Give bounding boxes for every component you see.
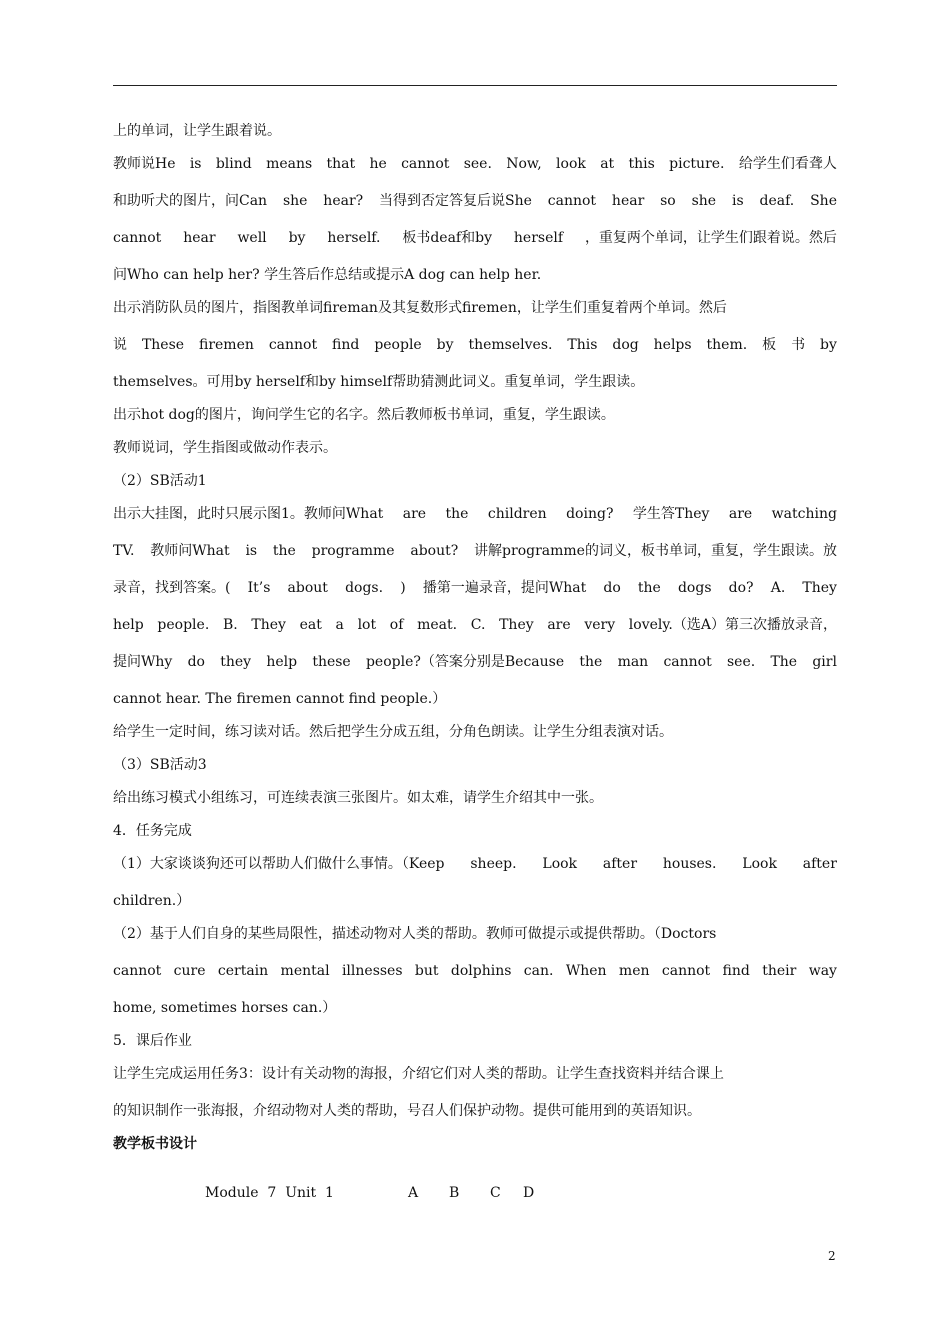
text-line: 出示大挂图，此时只展示图1。教师问What are the children doing? 学生答They are watching <box>113 506 837 522</box>
text-line: 教师说词，学生指图或做动作表示。 <box>113 440 337 456</box>
board-design <box>205 1184 534 1202</box>
section-heading: 4．任务完成 <box>113 823 192 839</box>
text-line: 出示消防队员的图片，指图教单词fireman及其复数形式firemen，让学生们重复着两个单词。然后 <box>113 300 727 316</box>
text-line: help people. B. They eat a lot of meat. C. They are very lovely.（选A）第三次播放录音， <box>113 617 837 633</box>
board-option: B <box>449 1185 460 1201</box>
section-heading: （2）SB活动1 <box>113 473 207 489</box>
board-option: C <box>490 1185 501 1201</box>
text-line: （2）基于人们自身的某些局限性，描述动物对人类的帮助。教师可做提示或提供帮助。（Doctors <box>113 926 717 942</box>
text-line: children.） <box>113 893 191 909</box>
text-line: 的知识制作一张海报，介绍动物对人类的帮助，号召人们保护动物。提供可能用到的英语知识。 <box>113 1103 701 1119</box>
section-heading: 5．课后作业 <box>113 1033 192 1049</box>
text-line: 教师说He is blind means that he cannot see. Now, look at this picture. 给学生们看聋人 <box>113 156 837 172</box>
text-line: cannot hear well by herself. 板书deaf和by herself ，重复两个单词，让学生们跟着说。然后 <box>113 230 837 246</box>
text-line: 让学生完成运用任务3：设计有关动物的海报，介绍它们对人类的帮助。让学生查找资料并结合课上 <box>113 1066 724 1082</box>
section-heading: （3）SB活动3 <box>113 757 207 773</box>
text-line: 和助听犬的图片，问Can she hear? 当得到否定答复后说She cannot hear so she is deaf. She <box>113 193 837 209</box>
text-line: cannot cure certain mental illnesses but dolphins can. When men cannot find their way <box>113 963 837 979</box>
text-line: 说 These firemen cannot find people by themselves. This dog helps them. 板 书 by <box>113 337 837 353</box>
board-option: D <box>523 1185 535 1201</box>
text-line: cannot hear. The firemen cannot find people.） <box>113 691 447 707</box>
lesson-body <box>113 122 837 1168</box>
text-line: 提问Why do they help these people?（答案分别是Because the man cannot see. The girl <box>113 654 837 670</box>
text-line: （1）大家谈谈狗还可以帮助人们做什么事情。（Keep sheep. Look after houses. Look after <box>113 856 837 872</box>
header-rule <box>113 85 837 86</box>
board-design-heading: 教学板书设计 <box>113 1136 197 1152</box>
text-line: 上的单词，让学生跟着说。 <box>113 123 281 139</box>
text-line: 给出练习模式小组练习，可连续表演三张图片。如太难，请学生介绍其中一张。 <box>113 790 603 806</box>
page-number: 2 <box>828 1249 836 1263</box>
text-line: home, sometimes horses can.） <box>113 1000 337 1016</box>
text-line: 出示hot dog的图片，询问学生它的名字。然后教师板书单词，重复，学生跟读。 <box>113 407 615 423</box>
board-option: A <box>408 1185 419 1201</box>
text-line: 录音，找到答案。( It’s about dogs. ) 播第一遍录音，提问What do the dogs do? A. They <box>113 580 837 596</box>
text-line: 给学生一定时间，练习读对话。然后把学生分成五组，分角色朗读。让学生分组表演对话。 <box>113 724 673 740</box>
text-line: TV. 教师问What is the programme about? 讲解programme的词义，板书单词，重复，学生跟读。放 <box>113 543 837 559</box>
text-line: 问Who can help her? 学生答后作总结或提示A dog can help her. <box>113 267 542 283</box>
text-line: themselves。可用by herself和by himself帮助猜测此词义。重复单词，学生跟读。 <box>113 374 645 390</box>
board-title: Module 7 Unit 1 <box>205 1185 334 1201</box>
